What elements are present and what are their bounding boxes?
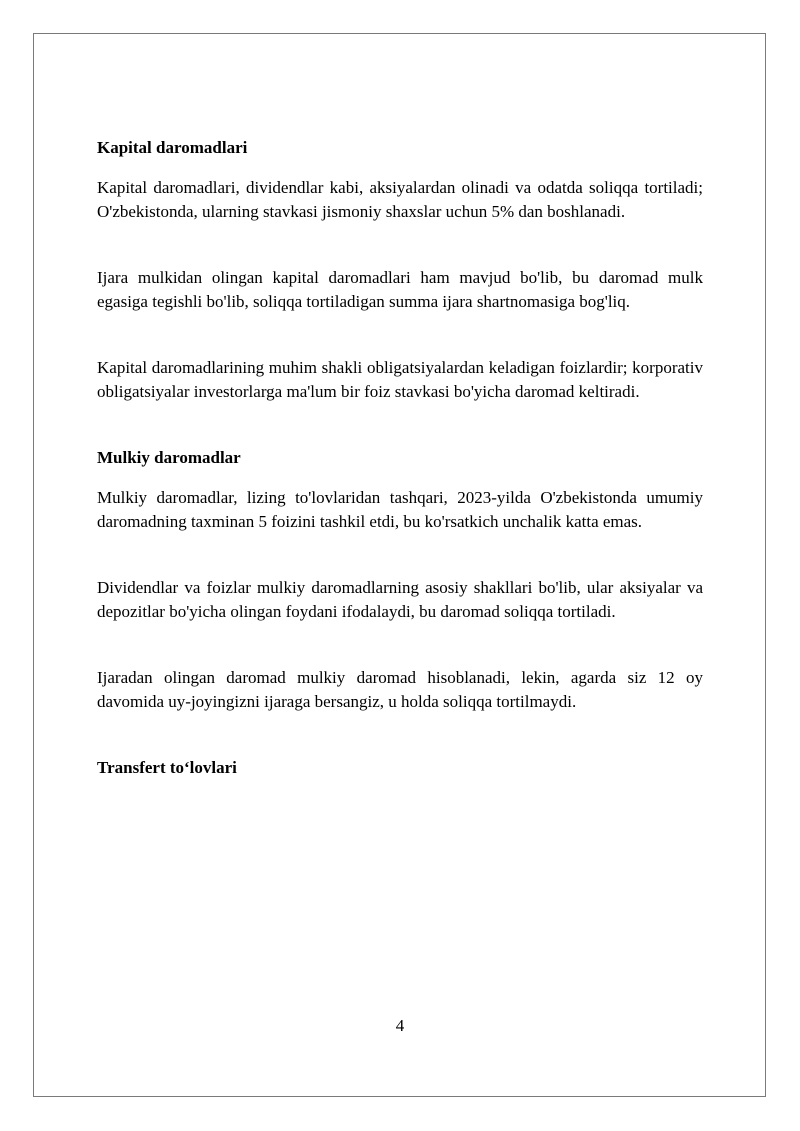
paragraph-property-income-dividends: Dividendlar va foizlar mulkiy daromadlarning asosiy shakllari bo'lib, ular aksiyalar va depozitlar bo'yicha olingan foydani ifodalaydi, bu daromad soliqqa tortiladi. [97, 578, 703, 621]
paragraph-property-income-share: Mulkiy daromadlar, lizing to'lovlaridan tashqari, 2023-yilda O'zbekistonda umumiy daromadning taxminan 5 foizini tashkil etdi, bu ko'rsatkich unchalik katta emas. [97, 488, 703, 531]
page-number: 4 [395, 1016, 405, 1035]
paragraph-capital-income-dividends: Kapital daromadlari, dividendlar kabi, aksiyalardan olinadi va odatda soliqqa tortiladi; O'zbekistonda, ularning stavkasi jismoniy shaxslar uchun 5% dan boshlanadi. [97, 178, 703, 221]
paragraph-capital-income-rent: Ijara mulkidan olingan kapital daromadlari ham mavjud bo'lib, bu daromad mulk egasiga tegishli bo'lib, soliqqa tortiladigan summa ijara shartnomasiga bog'liq. [97, 268, 703, 311]
section-heading-transfer-payments: Transfert to‘lovlari [97, 758, 237, 777]
paragraph-capital-income-bonds: Kapital daromadlarining muhim shakli obligatsiyalardan keladigan foizlardir; korporativ obligatsiyalar investorlarga ma'lum bir foiz stavkasi bo'yicha daromad keltiradi. [97, 358, 703, 401]
page-content [97, 136, 703, 780]
section-heading-property-income: Mulkiy daromadlar [97, 448, 241, 467]
section-heading-capital-income: Kapital daromadlari [97, 138, 248, 157]
paragraph-property-income-rent: Ijaradan olingan daromad mulkiy daromad hisoblanadi, lekin, agarda siz 12 oy davomida uy-joyingizni ijaraga bersangiz, u holda soliqqa tortilmaydi. [97, 668, 703, 711]
